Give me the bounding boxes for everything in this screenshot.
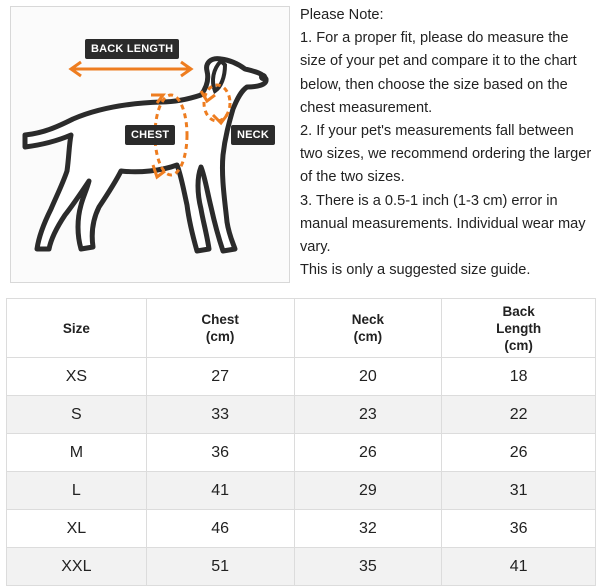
cell-chest: 46: [146, 510, 294, 548]
cell-chest: 51: [146, 548, 294, 586]
header-size: Size: [7, 299, 147, 358]
cell-neck: 32: [294, 510, 442, 548]
table-row: [7, 472, 596, 510]
note-item: 1. For a proper fit, please do measure the size of your pet and compare it to the chart below, then choose the size based on the chest measurement.: [300, 30, 577, 116]
table-row: [7, 510, 596, 548]
table-header-row: [7, 299, 596, 358]
chest-label: CHEST: [125, 125, 175, 145]
table-row: [7, 358, 596, 396]
cell-neck: 23: [294, 396, 442, 434]
cell-back-length: 41: [442, 548, 596, 586]
cell-neck: 20: [294, 358, 442, 396]
header-chest: Chest (cm): [146, 299, 294, 358]
cell-size: XS: [7, 358, 147, 396]
notes-heading: Please Note:: [300, 7, 384, 23]
cell-chest: 36: [146, 434, 294, 472]
header-neck: Neck (cm): [294, 299, 442, 358]
cell-neck: 35: [294, 548, 442, 586]
cell-back-length: 18: [442, 358, 596, 396]
back-length-label: BACK LENGTH: [85, 39, 179, 59]
cell-back-length: 31: [442, 472, 596, 510]
table-row: [7, 548, 596, 586]
cell-neck: 26: [294, 434, 442, 472]
cell-chest: 33: [146, 396, 294, 434]
note-item: 2. If your pet's measurements fall between two sizes, we recommend ordering the larger of the two sizes.: [300, 123, 592, 186]
size-notes: [300, 4, 596, 282]
cell-size: XL: [7, 510, 147, 548]
neck-label: NECK: [231, 125, 275, 145]
notes-footer: This is only a suggested size guide.: [300, 262, 531, 279]
cell-size: S: [7, 396, 147, 434]
cell-neck: 29: [294, 472, 442, 510]
cell-size: XXL: [7, 548, 147, 586]
size-chart-table: [6, 298, 596, 586]
cell-chest: 27: [146, 358, 294, 396]
cell-back-length: 36: [442, 510, 596, 548]
header-back-length: Back Length (cm): [442, 299, 596, 358]
table-row: [7, 396, 596, 434]
cell-size: L: [7, 472, 147, 510]
cell-back-length: 26: [442, 434, 596, 472]
table-row: [7, 434, 596, 472]
measurement-diagram: [10, 6, 290, 283]
cell-back-length: 22: [442, 396, 596, 434]
note-item: 3. There is a 0.5-1 inch (1-3 cm) error in manual measurements. Individual wear may vary.: [300, 192, 586, 256]
cell-chest: 41: [146, 472, 294, 510]
cell-size: M: [7, 434, 147, 472]
